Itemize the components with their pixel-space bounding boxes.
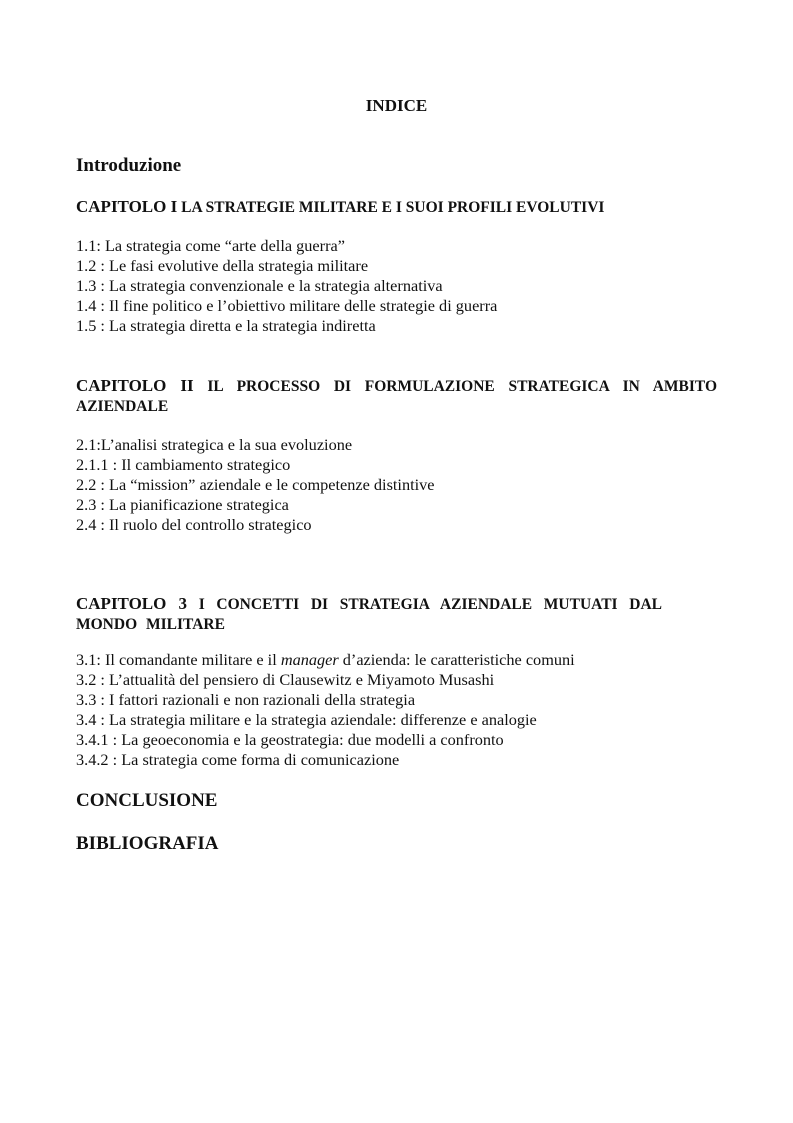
- toc-entry: 1.4 : Il fine politico e l’obiettivo militare delle strategie di guerra: [76, 296, 498, 315]
- toc-entry: 1.1: La strategia come “arte della guerra”: [76, 236, 345, 255]
- chapter-2-heading: [76, 376, 717, 417]
- chapter-1-title: LA STRATEGIE MILITARE E I SUOI PROFILI EVOLUTIVI: [181, 199, 605, 216]
- toc-entry: 2.2 : La “mission” aziendale e le competenze distintive: [76, 475, 435, 494]
- toc-entry: 3.3 : I fattori razionali e non razionali della strategia: [76, 690, 416, 709]
- toc-entry: 3.4.2 : La strategia come forma di comunicazione: [76, 750, 400, 769]
- toc-entry: [76, 650, 575, 670]
- toc-entry-italic: manager: [280, 650, 339, 669]
- toc-entry: 3.4 : La strategia militare e la strategia aziendale: differenze e analogie: [76, 710, 537, 729]
- toc-entry: 3.4.1 : La geoeconomia e la geostrategia: due modelli a confronto: [76, 730, 504, 749]
- chapter-1-heading: [76, 197, 717, 218]
- chapter-1-number: CAPITOLO I: [76, 197, 178, 216]
- chapter-3-sections: [76, 650, 575, 770]
- chapter-2-sections: [76, 435, 435, 535]
- chapter-3-number: CAPITOLO 3: [76, 594, 187, 613]
- toc-entry: 3.2 : L’attualità del pensiero di Clausewitz e Miyamoto Musashi: [76, 670, 495, 689]
- toc-entry-text: 3.1: Il comandante militare e il: [76, 650, 281, 669]
- toc-entry: 1.2 : Le fasi evolutive della strategia militare: [76, 256, 369, 275]
- chapter-2-title: IL PROCESSO DI FORMULAZIONE STRATEGICA IN AMBITO AZIENDALE: [76, 378, 718, 415]
- chapter-3-heading: [76, 594, 662, 635]
- toc-entry: 2.1:L’analisi strategica e la sua evoluzione: [76, 435, 353, 454]
- toc-entry-text: d’azienda: le caratteristiche comuni: [338, 650, 575, 669]
- toc-entry: 1.3 : La strategia convenzionale e la strategia alternativa: [76, 276, 443, 295]
- chapter-3-title: I CONCETTI DI STRATEGIA AZIENDALE MUTUATI DAL MONDO MILITARE: [76, 596, 663, 633]
- bibliography-heading: BIBLIOGRAFIA: [76, 833, 219, 854]
- chapter-2-number: CAPITOLO II: [76, 376, 194, 395]
- introduction-heading: Introduzione: [76, 155, 182, 176]
- toc-entry: 2.4 : Il ruolo del controllo strategico: [76, 515, 312, 534]
- conclusion-heading: CONCLUSIONE: [76, 790, 218, 811]
- chapter-1-sections: [76, 236, 497, 336]
- page-title: INDICE: [365, 96, 428, 115]
- toc-entry: 2.3 : La pianificazione strategica: [76, 495, 289, 514]
- toc-entry: 2.1.1 : Il cambiamento strategico: [76, 455, 291, 474]
- toc-entry: 1.5 : La strategia diretta e la strategia indiretta: [76, 316, 376, 335]
